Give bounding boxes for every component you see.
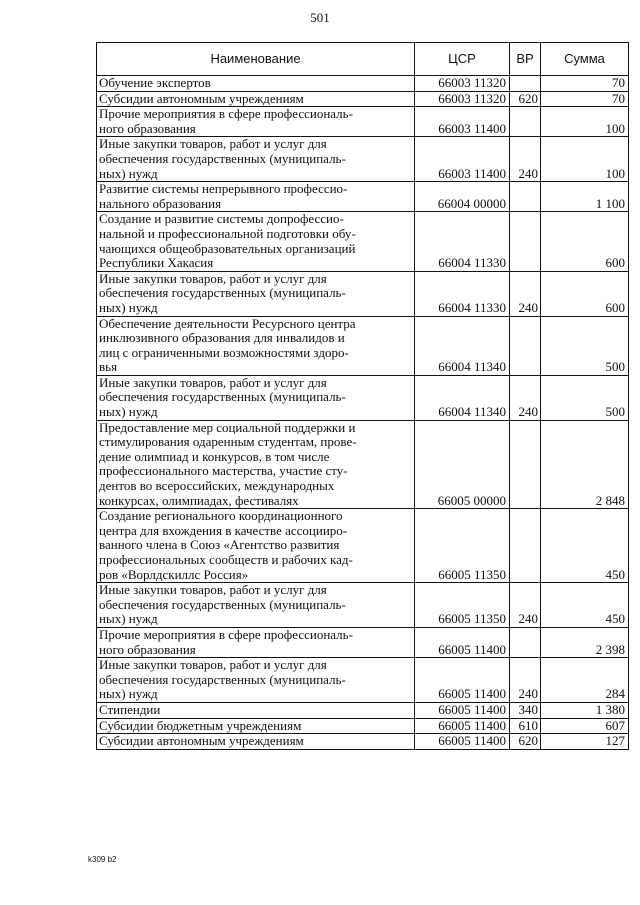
cell-sum: 450: [541, 583, 629, 628]
cell-sum: 70: [541, 76, 629, 92]
cell-sum: 100: [541, 107, 629, 137]
cell-vr: [510, 509, 541, 583]
cell-csr: 66003 11400: [415, 107, 510, 137]
cell-csr: 66005 11350: [415, 583, 510, 628]
cell-csr: 66004 00000: [415, 182, 510, 212]
table-row: [97, 734, 629, 750]
table-row: [97, 107, 629, 137]
cell-csr: 66005 11400: [415, 702, 510, 718]
cell-vr: 240: [510, 583, 541, 628]
cell-csr: 66003 11400: [415, 137, 510, 182]
cell-vr: [510, 107, 541, 137]
cell-csr: 66005 11400: [415, 658, 510, 703]
cell-csr: 66004 11340: [415, 375, 510, 420]
cell-csr: 66004 11330: [415, 271, 510, 316]
cell-name: Иные закупки товаров, работ и услуг для обеспечения государственных (муниципаль- ных) нужд: [97, 658, 415, 703]
cell-name: Прочие мероприятия в сфере профессиональ- ного образования: [97, 107, 415, 137]
cell-csr: 66004 11330: [415, 212, 510, 271]
cell-csr: 66003 11320: [415, 76, 510, 92]
cell-vr: 620: [510, 91, 541, 107]
cell-vr: 240: [510, 137, 541, 182]
cell-name: Иные закупки товаров, работ и услуг для обеспечения государственных (муниципаль- ных) нужд: [97, 583, 415, 628]
column-header-name: Наименование: [97, 43, 415, 76]
column-header-csr: ЦСР: [415, 43, 510, 76]
cell-sum: 1 380: [541, 702, 629, 718]
cell-name: Развитие системы непрерывного профессио- нального образования: [97, 182, 415, 212]
footer-code: k309 b2: [88, 855, 117, 864]
table-header-row: [97, 43, 629, 76]
cell-vr: [510, 212, 541, 271]
table-row: [97, 212, 629, 271]
cell-name: Создание и развитие системы допрофессио- нальной и профессиональной подготовки обу- чающихся общеобразовательных организаций Республики Хакасия: [97, 212, 415, 271]
cell-name: Предоставление мер социальной поддержки и стимулирования одаренным студентам, прове- дение олимпиад и конкурсов, в том числе профессионального мастерства, участие сту- дентов во всероссийских, международных конкурсах, олимпиадах, фестивалях: [97, 420, 415, 509]
table-row: [97, 627, 629, 657]
cell-sum: 607: [541, 718, 629, 734]
table-row: [97, 583, 629, 628]
cell-name: Субсидии автономным учреждениям: [97, 734, 415, 750]
cell-vr: [510, 316, 541, 375]
table-row: [97, 271, 629, 316]
cell-vr: 240: [510, 375, 541, 420]
cell-name: Обучение экспертов: [97, 76, 415, 92]
cell-sum: 450: [541, 509, 629, 583]
cell-vr: [510, 182, 541, 212]
cell-sum: 100: [541, 137, 629, 182]
table-row: [97, 137, 629, 182]
cell-csr: 66005 11350: [415, 509, 510, 583]
column-header-sum: Сумма: [541, 43, 629, 76]
table-row: [97, 182, 629, 212]
cell-vr: 340: [510, 702, 541, 718]
cell-sum: 1 100: [541, 182, 629, 212]
cell-name: Прочие мероприятия в сфере профессиональ- ного образования: [97, 627, 415, 657]
cell-sum: 600: [541, 271, 629, 316]
cell-vr: 240: [510, 271, 541, 316]
cell-vr: 240: [510, 658, 541, 703]
table-row: [97, 702, 629, 718]
cell-csr: 66005 11400: [415, 734, 510, 750]
cell-vr: 610: [510, 718, 541, 734]
cell-vr: [510, 76, 541, 92]
cell-vr: [510, 420, 541, 509]
table-row: [97, 658, 629, 703]
cell-name: Иные закупки товаров, работ и услуг для обеспечения государственных (муниципаль- ных) нужд: [97, 375, 415, 420]
table-row: [97, 76, 629, 92]
cell-csr: 66005 00000: [415, 420, 510, 509]
cell-csr: 66005 11400: [415, 627, 510, 657]
cell-sum: 284: [541, 658, 629, 703]
page-number: 501: [310, 10, 330, 25]
cell-sum: 127: [541, 734, 629, 750]
table-row: [97, 718, 629, 734]
cell-name: Субсидии автономным учреждениям: [97, 91, 415, 107]
table-row: [97, 375, 629, 420]
cell-vr: 620: [510, 734, 541, 750]
cell-sum: 2 848: [541, 420, 629, 509]
column-header-vr: ВР: [510, 43, 541, 76]
table-row: [97, 316, 629, 375]
cell-sum: 70: [541, 91, 629, 107]
cell-name: Создание регионального координационного центра для вхождения в качестве ассоцииро- ванного члена в Союз «Агентство развития профессиональных сообществ и рабочих кад- ров «Ворлдскиллс Россия»: [97, 509, 415, 583]
cell-sum: 500: [541, 375, 629, 420]
cell-sum: 2 398: [541, 627, 629, 657]
cell-name: Стипендии: [97, 702, 415, 718]
table-row: [97, 91, 629, 107]
cell-csr: 66003 11320: [415, 91, 510, 107]
cell-vr: [510, 627, 541, 657]
cell-csr: 66005 11400: [415, 718, 510, 734]
cell-sum: 500: [541, 316, 629, 375]
cell-name: Иные закупки товаров, работ и услуг для обеспечения государственных (муниципаль- ных) нужд: [97, 137, 415, 182]
table-row: [97, 509, 629, 583]
cell-csr: 66004 11340: [415, 316, 510, 375]
table-row: [97, 420, 629, 509]
budget-table: [96, 42, 629, 750]
cell-name: Обеспечение деятельности Ресурсного центра инклюзивного образования для инвалидов и лиц с ограниченными возможностями здоро- вья: [97, 316, 415, 375]
cell-name: Субсидии бюджетным учреждениям: [97, 718, 415, 734]
cell-name: Иные закупки товаров, работ и услуг для обеспечения государственных (муниципаль- ных) нужд: [97, 271, 415, 316]
cell-sum: 600: [541, 212, 629, 271]
